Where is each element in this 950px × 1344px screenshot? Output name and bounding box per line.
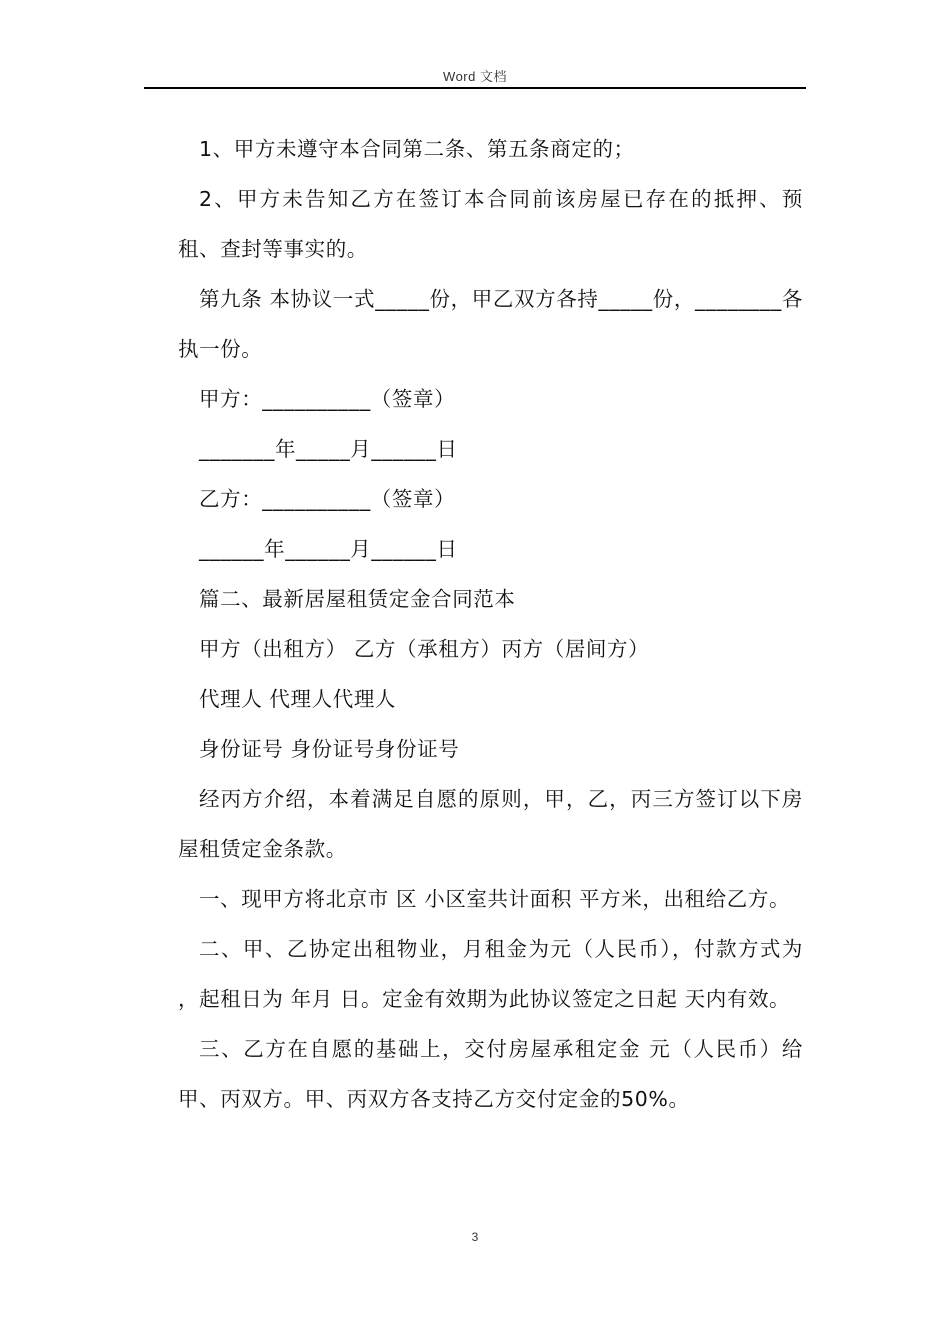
- party-b-date-line: ______年______月______日: [199, 537, 458, 561]
- document-body: [178, 124, 803, 1124]
- agents-line: 代理人 代理人代理人: [199, 687, 397, 711]
- party-a-date-line: _______年_____月______日: [199, 437, 458, 461]
- paragraph-term-2: 二、甲、乙协定出租物业，月租金为元（人民币），付款方式为 ，起租日为 年月 日。定金有效期为此协议签定之日起 天内有效。: [178, 937, 803, 1011]
- header-divider: [144, 87, 806, 89]
- id-numbers-line: 身份证号 身份证号身份证号: [199, 737, 460, 761]
- page-header: Word 文档: [443, 69, 507, 84]
- paragraph-article-9: 第九条 本协议一式_____份，甲乙双方各持_____份，________各执一份。: [178, 287, 803, 361]
- party-a-signature-line: 甲方：__________（签章）: [199, 387, 456, 411]
- paragraph-intro: 经丙方介绍，本着满足自愿的原则，甲，乙，丙三方签订以下房屋租赁定金条款。: [178, 787, 803, 861]
- paragraph-term-3: 三、乙方在自愿的基础上，交付房屋承租定金 元（人民币）给甲、丙双方。甲、丙双方各支持乙方交付定金的50%。: [178, 1037, 803, 1111]
- paragraph-clause-2: 2、甲方未告知乙方在签订本合同前该房屋已存在的抵押、预租、查封等事实的。: [178, 187, 803, 261]
- party-b-signature-line: 乙方：__________（签章）: [199, 487, 456, 511]
- paragraph-term-1: 一、现甲方将北京市 区 小区室共计面积 平方米，出租给乙方。: [199, 887, 791, 911]
- paragraph-clause-1: 1、甲方未遵守本合同第二条、第五条商定的；: [199, 137, 635, 161]
- section-title: 篇二、最新居屋租赁定金合同范本: [199, 587, 516, 611]
- page-number: 3: [471, 1230, 479, 1244]
- parties-line: 甲方（出租方） 乙方（承租方）丙方（居间方）: [199, 637, 650, 661]
